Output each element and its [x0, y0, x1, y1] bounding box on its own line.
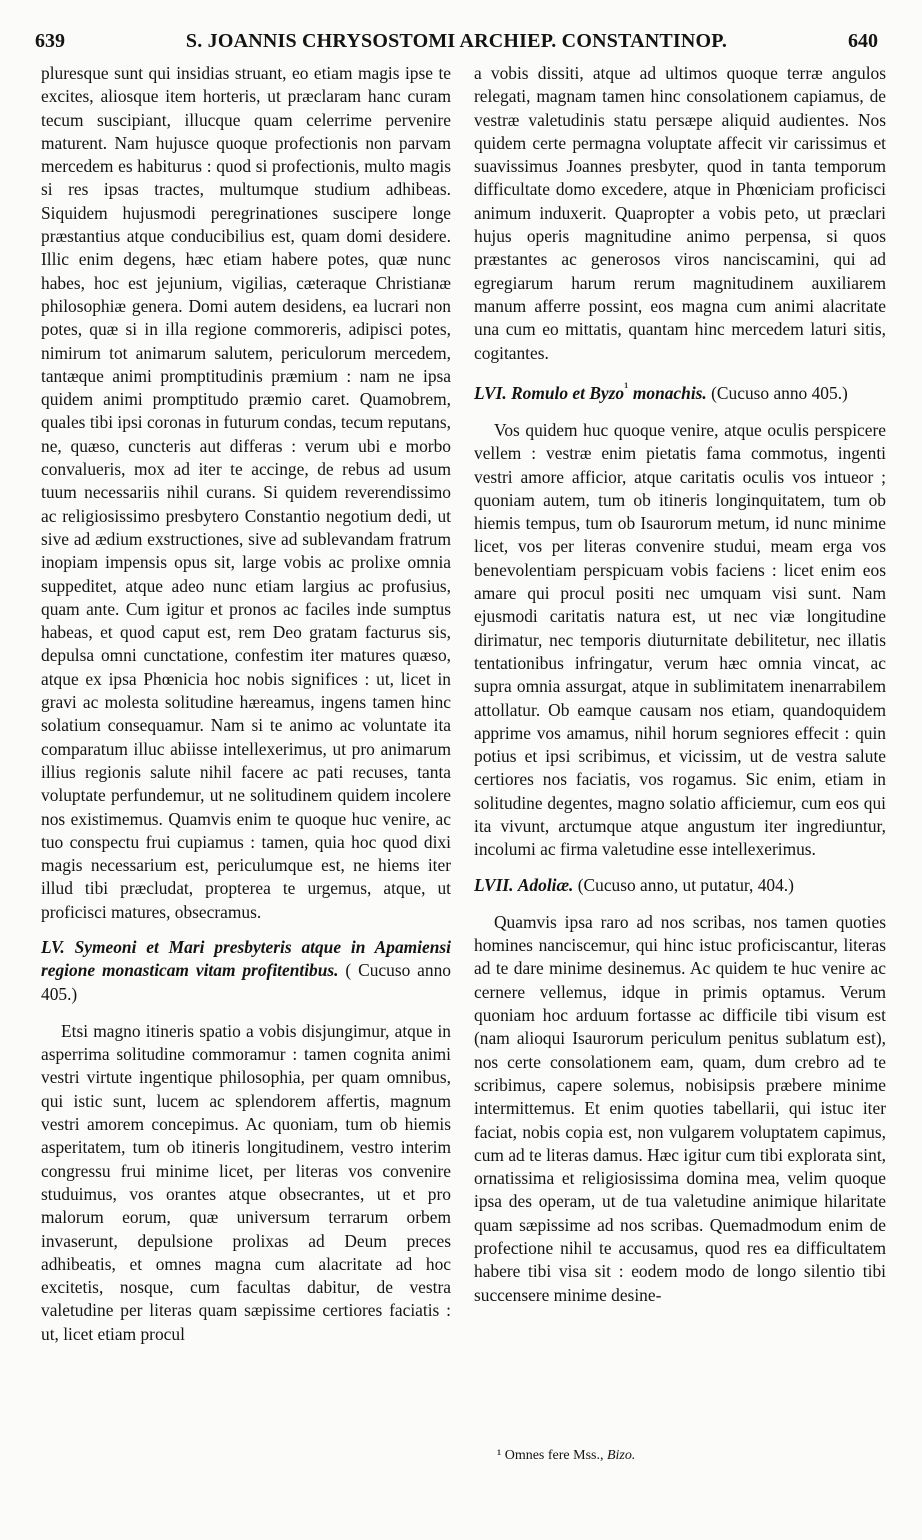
footnote-variant: Bizo. — [606, 1448, 636, 1463]
letter-heading-lvi — [474, 377, 886, 405]
letter-number: LV. — [41, 936, 65, 957]
letter-addressee: Adoliæ. — [517, 874, 574, 895]
body-paragraph: pluresque sunt qui insidias struant, eo etiam magis ipse te excites, aliosque item horteris, ut præclaram hanc curam tecum suscipiant, illucque quam celerrime pervenire maturent. Nam hujusce quoque profectionis non parvam mercedem es habiturus : quod si profectionis, multo magis si res ipsas tractes, multumque studium adhibeas. Siquidem hujusmodi peregrinationes suscipere longe præstantius atque conducibilius est, quam domi desidere. Illic enim degens, hæc etiam habere potes, quæ nunc habes, hoc est jejunium, vigilias, cæteraque Christianæ philosophiæ genera. Domi autem desidens, ea lucrari non potes, quæ si in illa regione commoreris, adipisci potes, nimirum tot animarum salutem, periculorum mercedem, tantæque animi promptitudinis præmium : nam ne ipsa quidem animi promptitudo præmio caret. Quamobrem, quales tibi ipsi coronas in futurum condas, tecum reputans, ne, quæso, cuncteris aut differas : verum ubi e morbo convalueris, mox ad iter te accinge, de rebus ad usum tuum necessariis nihil curans. Si quidem reverendissimo ac religiosissimo presbytero Constantio negotium dedi, ut sive ad ædium exstructiones, sive ad sublevandam fratrum inopiam impensis opus sit, large vobis ac prolixe omnia suppeditet, atque adeo nunc etiam largius ac profusius, quam ante. Cum igitur et pronos ac faciles inde sumptus habeas, et quod caput est, rem Deo gratam facturus sis, depulsa omni cunctatione, confestim iter matures quæso, atque ex ipsa Phœnicia hoc nobis significes : ut, licet in gravi ac molesta solitudine hæreamus, ingens tamen hinc solatium consequamur. Nam si te animo ac voluntate ita comparatum illuc abiisse intellexerimus, ut pro animarum illius regionis salute nihil facere ac pati recuses, tanta voluptate perfundemur, ut ne solitudinem quidem incolere nos existimemus. Quamvis enim te quoque huc venire, ac tuo conspectu frui cupiamus : tamen, quia hoc quod dixi magis necessarium est, periculumque est, ne hiems iter illud tibi præcludat, propterea te urgemus, atque, ut proficisci matures, obsecramus. — [41, 63, 451, 922]
running-header — [35, 30, 878, 56]
letter-number: LVII. — [474, 874, 514, 895]
page-number-right: 640 — [848, 30, 878, 52]
body-paragraph: Vos quidem huc quoque venire, atque oculis perspicere vellem : vestræ enim pietatis fama commotus, ingenti vestri amore afficior, atque caritatis oculis vos intueor ; quoniam autem, tum ob itineris longinquitatem, tum ob hiemis tempus, tum ob Isaurorum metum, id nunc minime licet, vos per literas convenire studui, meam erga vos benevolentiam perspicuam vobis faciens : licet enim eos amare qui procul positi nec umquam visi sunt. Nam ejusmodi caritatis natura est, ut nec viæ longitudine dirimatur, nec temporis diuturnitate debilitetur, nec illatis tentationibus infringatur, verum hæc omnia vincat, ac supra omnia assurgat, atque in sublimitatem inenarrabilem attollatur. Ob eamque causam nos etiam, quandoquidem apprime vos amamus, nihil horum segniores effecit : quin potius et ipsi scribimus, et vicissim, ut de vestra salute certiores nos faciatis, vos rogamus. Sic enim, etiam in solitudine degentes, magno solatio afficiemur, cum eos qui ita vivunt, arctumque atque angustum iter ingrediuntur, incolumi ac firma valetudine esse intellexerimus. — [474, 419, 886, 860]
footnote-text: Omnes fere Mss., — [504, 1448, 604, 1463]
letter-addressee-cont: monachis. — [632, 382, 707, 403]
body-paragraph: a vobis dissiti, atque ad ultimos quoque terræ angulos relegati, magnam tamen hinc consolationem capiamus, de vestræ valetudinis statu persæpe aliquid audientes. Nos quidem certe permagna voluptate affecit vir carissimus et suavissimus Joannes presbyter, quod in tanta temporum difficultate domo excedere, atque in Phœniciam proficisci animum induxerit. Quapropter a vobis peto, ut præclari hujus operis magnitudine animo perpensa, si quos præstantes ac generosos viros nanciscamini, qui ad egregiarum harum rerum magnitudinem auxiliarem manum afferre possint, eos magna cum animi alacritate una cum eo mittatis, quantam hinc mercedem laturi sitis, cogitantes. — [474, 63, 886, 363]
running-title: S. JOANNIS CHRYSOSTOMI ARCHIEP. CONSTANTINOP. — [185, 30, 728, 52]
letter-addressee: Symeoni et Mari presbyteris atque in Apamiensi regione monasticam vitam profitentibus. — [41, 936, 451, 981]
body-paragraph: Quamvis ipsa raro ad nos scribas, nos tamen quoties homines nanciscemur, qui hinc istuc proficiscantur, literas ad te dare minime desinemus. Ac quidem te huc venire ac cernere vellemus, idque in primis optamus. Verum quoniam hoc arduum fortasse ac difficile tibi visum est (nam alioqui Isaurorum periculum penitus sublatum est), nos certe consolationem eam, quam, dum crebro ad te scribimus, capere solemus, nobisipsis præbere minime intermittemus. Et enim quoties tabellarii, qui istuc iter faciat, nobis copia est, non vulgarem voluptatem capimus, cum ad te literas damus. Hæc igitur cum tibi explorata sint, ornatissima et religiosissima domina mea, velim quoque ipsa des operam, ut de tua valetudine animique hilaritate quam sæpissime ad nos scribas. Quemadmodum enim de profectione nihil te accusamus, quod res ea difficultatem habere tibi visa sit : eodem modo de longo silentio tibi succensere minime desine- — [474, 911, 886, 1305]
letter-date: (Cucuso anno, ut putatur, 404.) — [577, 874, 794, 895]
left-column — [41, 62, 451, 1346]
footnote-reference: ¹ — [624, 379, 629, 396]
body-paragraph: Etsi magno itineris spatio a vobis disjungimur, atque in asperrima solitudine commoramur : tamen cognita animi vestri virtute ingentique philosophia, per quam omnibus, qui istic sunt, lucem ac splendorem affertis, magnum vestri amorem concepimus. Ac quoniam, tum ob hiemis asperitatem, tum ob itineris longitudinem, vestro interim congressu frui minime licet, per literas vos convenire studuimus, vos orantes atque obsecrantes, ut et pro malorum eorum, quæ universum terrarum orbem invaserunt, depulsione prolixas ad Deum preces adhibeatis, et omnes magna cum alacritate ad hoc excitetis, nosque, cum facultas dabitur, de vestra valetudine per literas quam sæpissime certiores faciatis : ut, licet etiam procul — [41, 1020, 451, 1344]
letter-heading-lv — [41, 936, 451, 1006]
footnote — [497, 1448, 635, 1464]
page-number-left: 639 — [35, 30, 65, 52]
letter-date: (Cucuso anno 405.) — [711, 382, 848, 403]
letter-heading-lvii — [474, 874, 886, 897]
letter-date: ( Cucuso anno 405.) — [41, 960, 451, 1004]
footnote-mark: ¹ — [497, 1448, 502, 1463]
letter-number: LVI. — [474, 382, 507, 403]
letter-addressee: Romulo et Byzo — [511, 382, 625, 403]
right-column — [474, 62, 886, 1307]
